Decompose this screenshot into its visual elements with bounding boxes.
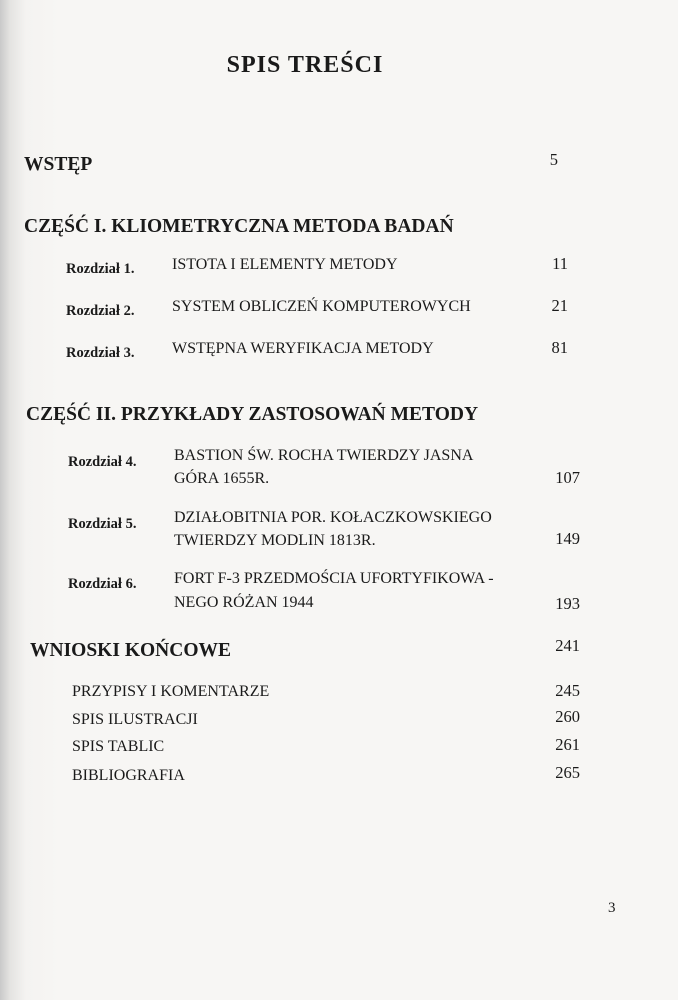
chapter-1-title: ISTOTA I ELEMENTY METODY: [172, 256, 398, 273]
conclusions-heading: WNIOSKI KOŃCOWE: [30, 640, 231, 661]
chapter-2-title: SYSTEM OBLICZEŃ KOMPUTEROWYCH: [172, 298, 471, 315]
page-folio: 3: [608, 900, 616, 916]
chapter-6-title-line-1: FORT F-3 PRZEDMOŚCIA UFORTYFIKOWA -: [174, 570, 494, 587]
appendix-tables-page-number: 261: [555, 735, 580, 754]
appendix-item-notes: PRZYPISY I KOMENTARZE: [72, 683, 270, 700]
chapter-2-page-number: 21: [551, 296, 568, 315]
appendix-illustrations-page-number: 260: [555, 707, 580, 726]
chapter-1-page-number: 11: [552, 254, 568, 273]
chapter-4-page-number: 107: [555, 468, 580, 487]
conclusions-page-number: 241: [555, 636, 580, 655]
chapter-2-label: Rozdział 2.: [66, 303, 135, 319]
chapter-6-title-line-2: NEGO RÓŻAN 1944: [174, 594, 314, 611]
chapter-5-page-number: 149: [555, 529, 580, 548]
chapter-4-label: Rozdział 4.: [68, 454, 137, 470]
chapter-5-title-line-1: DZIAŁOBITNIA POR. KOŁACZKOWSKIEGO: [174, 509, 492, 526]
intro-page-number: 5: [549, 150, 558, 169]
appendix-item-tables: SPIS TABLIC: [72, 738, 165, 755]
chapter-3-page-number: 81: [551, 338, 568, 357]
appendix-bibliography-page-number: 265: [555, 763, 580, 782]
intro-heading: WSTĘP: [24, 154, 93, 175]
chapter-5-label: Rozdział 5.: [68, 516, 137, 532]
chapter-4-title-line-1: BASTION ŚW. ROCHA TWIERDZY JASNA: [174, 447, 474, 464]
chapter-4-title-line-2: GÓRA 1655R.: [174, 470, 270, 487]
chapter-5-title-line-2: TWIERDZY MODLIN 1813R.: [174, 532, 376, 549]
part-1-heading: CZĘŚĆ I. KLIOMETRYCZNA METODA BADAŃ: [24, 216, 454, 237]
appendix-item-bibliography: BIBLIOGRAFIA: [72, 767, 185, 784]
part-2-heading: CZĘŚĆ II. PRZYKŁADY ZASTOSOWAŃ METODY: [26, 404, 479, 425]
chapter-3-title: WSTĘPNA WERYFIKACJA METODY: [172, 340, 434, 357]
page-title: SPIS TREŚCI: [226, 52, 384, 78]
appendix-item-illustrations: SPIS ILUSTRACJI: [72, 711, 198, 728]
chapter-3-label: Rozdział 3.: [66, 345, 135, 361]
appendix-notes-page-number: 245: [555, 681, 580, 700]
chapter-6-label: Rozdział 6.: [68, 576, 137, 592]
chapter-6-page-number: 193: [555, 594, 580, 613]
chapter-1-label: Rozdział 1.: [66, 261, 135, 277]
